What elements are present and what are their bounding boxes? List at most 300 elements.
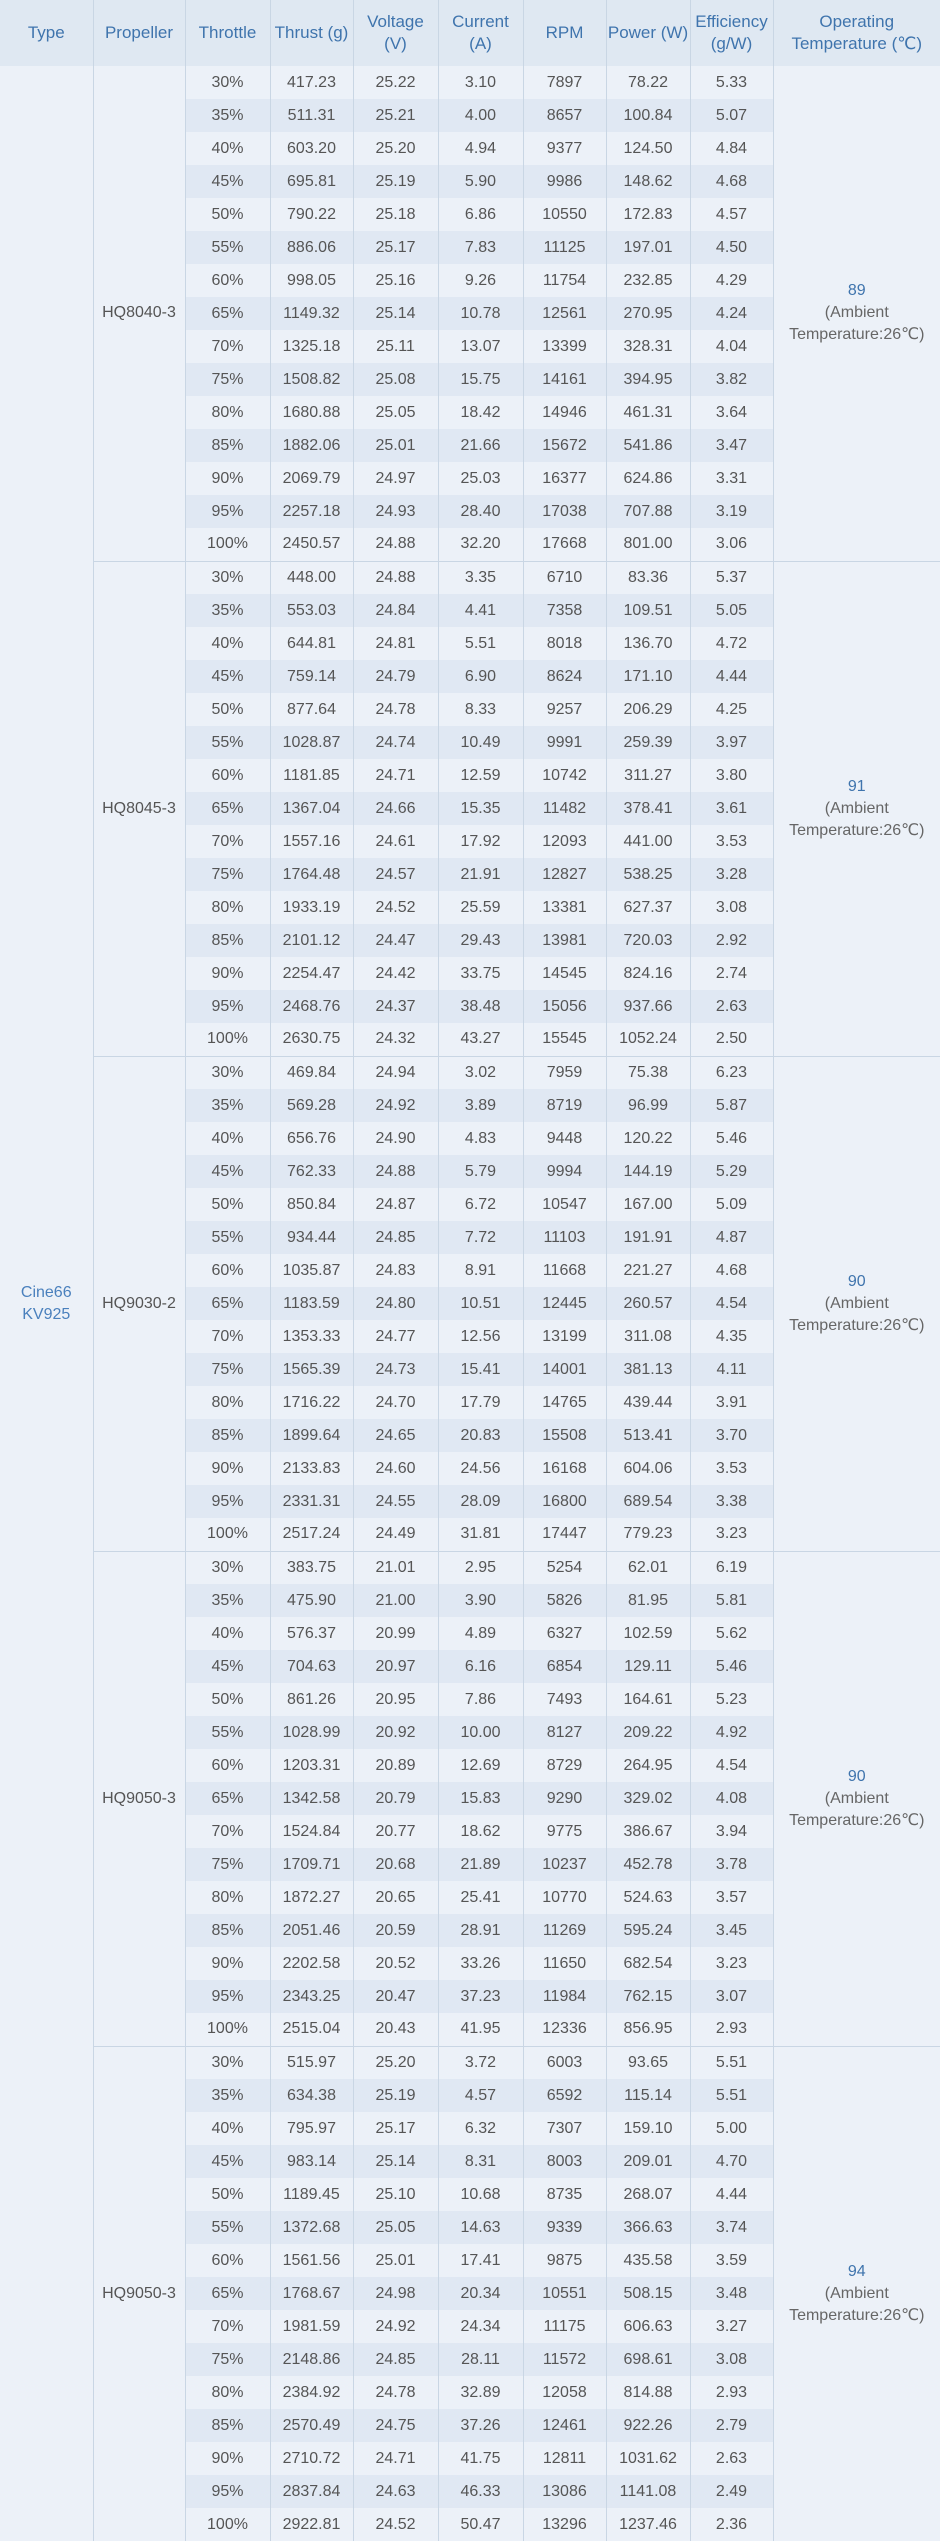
rpm-cell: 9257 <box>523 693 606 726</box>
efficiency-cell: 3.31 <box>690 462 773 495</box>
efficiency-cell: 3.08 <box>690 891 773 924</box>
throttle-cell: 75% <box>185 1353 270 1386</box>
power-cell: 1141.08 <box>606 2475 690 2508</box>
current-cell: 37.26 <box>438 2409 523 2442</box>
thrust-cell: 1764.48 <box>270 858 353 891</box>
power-cell: 328.31 <box>606 330 690 363</box>
thrust-cell: 695.81 <box>270 165 353 198</box>
throttle-cell: 85% <box>185 1419 270 1452</box>
efficiency-cell: 3.23 <box>690 1947 773 1980</box>
current-cell: 13.07 <box>438 330 523 363</box>
voltage-cell: 25.22 <box>353 66 438 99</box>
efficiency-cell: 5.23 <box>690 1683 773 1716</box>
voltage-cell: 25.19 <box>353 165 438 198</box>
throttle-cell: 70% <box>185 1815 270 1848</box>
efficiency-cell: 5.37 <box>690 561 773 594</box>
header-power: Power (W) <box>606 0 690 66</box>
voltage-cell: 20.95 <box>353 1683 438 1716</box>
thrust-cell: 2331.31 <box>270 1485 353 1518</box>
thrust-cell: 1768.67 <box>270 2277 353 2310</box>
throttle-cell: 100% <box>185 528 270 561</box>
thrust-cell: 576.37 <box>270 1617 353 1650</box>
rpm-cell: 8003 <box>523 2145 606 2178</box>
efficiency-cell: 4.50 <box>690 231 773 264</box>
rpm-cell: 6592 <box>523 2079 606 2112</box>
throttle-cell: 55% <box>185 1716 270 1749</box>
current-cell: 32.20 <box>438 528 523 561</box>
current-cell: 20.34 <box>438 2277 523 2310</box>
thrust-cell: 886.06 <box>270 231 353 264</box>
power-cell: 461.31 <box>606 396 690 429</box>
power-cell: 93.65 <box>606 2046 690 2079</box>
power-cell: 452.78 <box>606 1848 690 1881</box>
rpm-cell: 11125 <box>523 231 606 264</box>
rpm-cell: 9377 <box>523 132 606 165</box>
efficiency-cell: 2.93 <box>690 2013 773 2046</box>
voltage-cell: 25.05 <box>353 2211 438 2244</box>
thrust-cell: 2517.24 <box>270 1518 353 1551</box>
throttle-cell: 100% <box>185 2508 270 2541</box>
throttle-cell: 80% <box>185 2376 270 2409</box>
throttle-cell: 35% <box>185 2079 270 2112</box>
thrust-cell: 934.44 <box>270 1221 353 1254</box>
voltage-cell: 24.65 <box>353 1419 438 1452</box>
current-cell: 41.95 <box>438 2013 523 2046</box>
thrust-cell: 1189.45 <box>270 2178 353 2211</box>
propeller-cell: HQ8045-3 <box>93 561 185 1056</box>
throttle-cell: 100% <box>185 1023 270 1056</box>
rpm-cell: 8018 <box>523 627 606 660</box>
voltage-cell: 24.55 <box>353 1485 438 1518</box>
throttle-cell: 75% <box>185 363 270 396</box>
operating-temperature-cell <box>773 1056 940 1551</box>
throttle-cell: 50% <box>185 198 270 231</box>
voltage-cell: 20.65 <box>353 1881 438 1914</box>
current-cell: 9.26 <box>438 264 523 297</box>
header-voltage: Voltage (V) <box>353 0 438 66</box>
voltage-cell: 24.47 <box>353 924 438 957</box>
throttle-cell: 50% <box>185 1683 270 1716</box>
rpm-cell: 9991 <box>523 726 606 759</box>
efficiency-cell: 4.44 <box>690 660 773 693</box>
voltage-cell: 25.21 <box>353 99 438 132</box>
power-cell: 801.00 <box>606 528 690 561</box>
current-cell: 4.83 <box>438 1122 523 1155</box>
throttle-cell: 45% <box>185 1650 270 1683</box>
power-cell: 1031.62 <box>606 2442 690 2475</box>
thrust-cell: 704.63 <box>270 1650 353 1683</box>
throttle-cell: 80% <box>185 1881 270 1914</box>
power-cell: 270.95 <box>606 297 690 330</box>
ambient-temperature-note: (Ambient Temperature:26℃) <box>789 2285 924 2324</box>
throttle-cell: 70% <box>185 330 270 363</box>
power-cell: 268.07 <box>606 2178 690 2211</box>
voltage-cell: 24.42 <box>353 957 438 990</box>
rpm-cell: 11668 <box>523 1254 606 1287</box>
rpm-cell: 16800 <box>523 1485 606 1518</box>
throttle-cell: 65% <box>185 1782 270 1815</box>
throttle-cell: 55% <box>185 726 270 759</box>
power-cell: 78.22 <box>606 66 690 99</box>
throttle-cell: 55% <box>185 1221 270 1254</box>
current-cell: 10.00 <box>438 1716 523 1749</box>
motor-type-cell: Cine66 KV925 <box>0 66 93 2541</box>
rpm-cell: 9986 <box>523 165 606 198</box>
thrust-cell: 1367.04 <box>270 792 353 825</box>
efficiency-cell: 3.28 <box>690 858 773 891</box>
thrust-cell: 1181.85 <box>270 759 353 792</box>
rpm-cell: 11482 <box>523 792 606 825</box>
thrust-cell: 2257.18 <box>270 495 353 528</box>
current-cell: 3.35 <box>438 561 523 594</box>
power-cell: 329.02 <box>606 1782 690 1815</box>
voltage-cell: 20.79 <box>353 1782 438 1815</box>
rpm-cell: 7493 <box>523 1683 606 1716</box>
rpm-cell: 7307 <box>523 2112 606 2145</box>
rpm-cell: 11984 <box>523 1980 606 2013</box>
voltage-cell: 24.60 <box>353 1452 438 1485</box>
efficiency-cell: 4.87 <box>690 1221 773 1254</box>
rpm-cell: 15508 <box>523 1419 606 1452</box>
throttle-cell: 40% <box>185 2112 270 2145</box>
power-cell: 191.91 <box>606 1221 690 1254</box>
current-cell: 2.95 <box>438 1551 523 1584</box>
current-cell: 43.27 <box>438 1023 523 1056</box>
efficiency-cell: 4.24 <box>690 297 773 330</box>
efficiency-cell: 2.63 <box>690 990 773 1023</box>
power-cell: 62.01 <box>606 1551 690 1584</box>
rpm-cell: 14946 <box>523 396 606 429</box>
efficiency-cell: 3.19 <box>690 495 773 528</box>
rpm-cell: 15545 <box>523 1023 606 1056</box>
power-cell: 167.00 <box>606 1188 690 1221</box>
power-cell: 366.63 <box>606 2211 690 2244</box>
power-cell: 513.41 <box>606 1419 690 1452</box>
voltage-cell: 24.85 <box>353 2343 438 2376</box>
power-cell: 386.67 <box>606 1815 690 1848</box>
table-row <box>0 66 940 99</box>
rpm-cell: 9775 <box>523 1815 606 1848</box>
thrust-cell: 2202.58 <box>270 1947 353 1980</box>
temperature-value: 94 <box>774 2261 940 2283</box>
current-cell: 10.78 <box>438 297 523 330</box>
current-cell: 10.68 <box>438 2178 523 2211</box>
rpm-cell: 12093 <box>523 825 606 858</box>
voltage-cell: 24.94 <box>353 1056 438 1089</box>
efficiency-cell: 2.79 <box>690 2409 773 2442</box>
thrust-cell: 1353.33 <box>270 1320 353 1353</box>
voltage-cell: 25.20 <box>353 2046 438 2079</box>
current-cell: 33.75 <box>438 957 523 990</box>
throttle-cell: 70% <box>185 825 270 858</box>
power-cell: 707.88 <box>606 495 690 528</box>
thrust-cell: 2922.81 <box>270 2508 353 2541</box>
voltage-cell: 24.83 <box>353 1254 438 1287</box>
rpm-cell: 13381 <box>523 891 606 924</box>
header-rpm: RPM <box>523 0 606 66</box>
efficiency-cell: 2.49 <box>690 2475 773 2508</box>
power-cell: 209.01 <box>606 2145 690 2178</box>
efficiency-cell: 4.25 <box>690 693 773 726</box>
rpm-cell: 14161 <box>523 363 606 396</box>
thrust-cell: 998.05 <box>270 264 353 297</box>
rpm-cell: 11175 <box>523 2310 606 2343</box>
rpm-cell: 6327 <box>523 1617 606 1650</box>
efficiency-cell: 5.29 <box>690 1155 773 1188</box>
rpm-cell: 10237 <box>523 1848 606 1881</box>
efficiency-cell: 5.87 <box>690 1089 773 1122</box>
throttle-cell: 55% <box>185 231 270 264</box>
voltage-cell: 24.52 <box>353 891 438 924</box>
rpm-cell: 8729 <box>523 1749 606 1782</box>
thrust-cell: 1028.87 <box>270 726 353 759</box>
power-cell: 109.51 <box>606 594 690 627</box>
throttle-cell: 100% <box>185 1518 270 1551</box>
efficiency-cell: 4.72 <box>690 627 773 660</box>
efficiency-cell: 4.54 <box>690 1749 773 1782</box>
voltage-cell: 25.16 <box>353 264 438 297</box>
voltage-cell: 25.08 <box>353 363 438 396</box>
thrust-cell: 877.64 <box>270 693 353 726</box>
efficiency-cell: 5.07 <box>690 99 773 132</box>
efficiency-cell: 3.57 <box>690 1881 773 1914</box>
power-cell: 96.99 <box>606 1089 690 1122</box>
rpm-cell: 10550 <box>523 198 606 231</box>
power-cell: 172.83 <box>606 198 690 231</box>
current-cell: 17.41 <box>438 2244 523 2277</box>
efficiency-cell: 2.63 <box>690 2442 773 2475</box>
power-cell: 762.15 <box>606 1980 690 2013</box>
current-cell: 3.02 <box>438 1056 523 1089</box>
current-cell: 6.16 <box>438 1650 523 1683</box>
thrust-cell: 790.22 <box>270 198 353 231</box>
thrust-cell: 1872.27 <box>270 1881 353 1914</box>
efficiency-cell: 4.54 <box>690 1287 773 1320</box>
throttle-cell: 60% <box>185 2244 270 2277</box>
thrust-cell: 417.23 <box>270 66 353 99</box>
throttle-cell: 75% <box>185 1848 270 1881</box>
power-cell: 197.01 <box>606 231 690 264</box>
thrust-cell: 1882.06 <box>270 429 353 462</box>
thrust-cell: 569.28 <box>270 1089 353 1122</box>
throttle-cell: 30% <box>185 66 270 99</box>
efficiency-cell: 3.80 <box>690 759 773 792</box>
throttle-cell: 45% <box>185 1155 270 1188</box>
voltage-cell: 25.17 <box>353 2112 438 2145</box>
throttle-cell: 35% <box>185 594 270 627</box>
current-cell: 24.34 <box>438 2310 523 2343</box>
current-cell: 38.48 <box>438 990 523 1023</box>
rpm-cell: 12336 <box>523 2013 606 2046</box>
power-cell: 311.27 <box>606 759 690 792</box>
efficiency-cell: 3.06 <box>690 528 773 561</box>
efficiency-cell: 2.74 <box>690 957 773 990</box>
current-cell: 28.91 <box>438 1914 523 1947</box>
power-cell: 159.10 <box>606 2112 690 2145</box>
thrust-cell: 2101.12 <box>270 924 353 957</box>
voltage-cell: 24.93 <box>353 495 438 528</box>
efficiency-cell: 3.38 <box>690 1485 773 1518</box>
thrust-cell: 1899.64 <box>270 1419 353 1452</box>
header-throttle: Throttle <box>185 0 270 66</box>
thrust-cell: 383.75 <box>270 1551 353 1584</box>
propeller-cell: HQ9030-2 <box>93 1056 185 1551</box>
voltage-cell: 24.88 <box>353 1155 438 1188</box>
thrust-cell: 1342.58 <box>270 1782 353 1815</box>
throttle-cell: 30% <box>185 2046 270 2079</box>
rpm-cell: 8719 <box>523 1089 606 1122</box>
power-cell: 221.27 <box>606 1254 690 1287</box>
efficiency-cell: 3.08 <box>690 2343 773 2376</box>
throttle-cell: 30% <box>185 561 270 594</box>
current-cell: 6.90 <box>438 660 523 693</box>
efficiency-cell: 4.92 <box>690 1716 773 1749</box>
current-cell: 25.41 <box>438 1881 523 1914</box>
current-cell: 21.89 <box>438 1848 523 1881</box>
current-cell: 12.56 <box>438 1320 523 1353</box>
current-cell: 15.83 <box>438 1782 523 1815</box>
rpm-cell: 17447 <box>523 1518 606 1551</box>
current-cell: 3.89 <box>438 1089 523 1122</box>
voltage-cell: 20.43 <box>353 2013 438 2046</box>
header-efficiency: Efficiency (g/W) <box>690 0 773 66</box>
rpm-cell: 10547 <box>523 1188 606 1221</box>
voltage-cell: 25.11 <box>353 330 438 363</box>
thrust-cell: 1565.39 <box>270 1353 353 1386</box>
current-cell: 12.69 <box>438 1749 523 1782</box>
power-cell: 627.37 <box>606 891 690 924</box>
voltage-cell: 24.78 <box>353 2376 438 2409</box>
efficiency-cell: 3.82 <box>690 363 773 396</box>
propeller-cell: HQ9050-3 <box>93 2046 185 2541</box>
power-cell: 75.38 <box>606 1056 690 1089</box>
throttle-cell: 85% <box>185 1914 270 1947</box>
rpm-cell: 9875 <box>523 2244 606 2277</box>
efficiency-cell: 2.50 <box>690 1023 773 1056</box>
thrust-cell: 2837.84 <box>270 2475 353 2508</box>
temperature-value: 90 <box>774 1271 940 1293</box>
efficiency-cell: 4.44 <box>690 2178 773 2211</box>
rpm-cell: 6854 <box>523 1650 606 1683</box>
current-cell: 28.40 <box>438 495 523 528</box>
thrust-cell: 2133.83 <box>270 1452 353 1485</box>
rpm-cell: 12058 <box>523 2376 606 2409</box>
efficiency-cell: 3.53 <box>690 825 773 858</box>
efficiency-cell: 2.92 <box>690 924 773 957</box>
rpm-cell: 12561 <box>523 297 606 330</box>
operating-temperature-cell <box>773 561 940 1056</box>
rpm-cell: 9448 <box>523 1122 606 1155</box>
power-cell: 524.63 <box>606 1881 690 1914</box>
current-cell: 28.09 <box>438 1485 523 1518</box>
rpm-cell: 11269 <box>523 1914 606 1947</box>
power-cell: 148.62 <box>606 165 690 198</box>
power-cell: 689.54 <box>606 1485 690 1518</box>
efficiency-cell: 6.19 <box>690 1551 773 1584</box>
thrust-cell: 656.76 <box>270 1122 353 1155</box>
voltage-cell: 24.66 <box>353 792 438 825</box>
voltage-cell: 24.78 <box>353 693 438 726</box>
rpm-cell: 8735 <box>523 2178 606 2211</box>
efficiency-cell: 5.33 <box>690 66 773 99</box>
temperature-value: 91 <box>774 776 940 798</box>
rpm-cell: 8657 <box>523 99 606 132</box>
thrust-cell: 1524.84 <box>270 1815 353 1848</box>
efficiency-cell: 3.23 <box>690 1518 773 1551</box>
current-cell: 15.35 <box>438 792 523 825</box>
thrust-cell: 469.84 <box>270 1056 353 1089</box>
propeller-cell: HQ8040-3 <box>93 66 185 561</box>
efficiency-cell: 4.70 <box>690 2145 773 2178</box>
voltage-cell: 24.57 <box>353 858 438 891</box>
voltage-cell: 25.18 <box>353 198 438 231</box>
efficiency-cell: 3.91 <box>690 1386 773 1419</box>
throttle-cell: 35% <box>185 1089 270 1122</box>
thrust-cell: 795.97 <box>270 2112 353 2145</box>
power-cell: 856.95 <box>606 2013 690 2046</box>
power-cell: 595.24 <box>606 1914 690 1947</box>
efficiency-cell: 5.51 <box>690 2046 773 2079</box>
rpm-cell: 11754 <box>523 264 606 297</box>
voltage-cell: 24.71 <box>353 2442 438 2475</box>
voltage-cell: 24.97 <box>353 462 438 495</box>
power-cell: 171.10 <box>606 660 690 693</box>
throttle-cell: 35% <box>185 1584 270 1617</box>
voltage-cell: 24.37 <box>353 990 438 1023</box>
voltage-cell: 25.01 <box>353 2244 438 2277</box>
throttle-cell: 70% <box>185 1320 270 1353</box>
throttle-cell: 50% <box>185 1188 270 1221</box>
throttle-cell: 65% <box>185 792 270 825</box>
efficiency-cell: 3.47 <box>690 429 773 462</box>
voltage-cell: 25.20 <box>353 132 438 165</box>
thrust-cell: 762.33 <box>270 1155 353 1188</box>
voltage-cell: 21.00 <box>353 1584 438 1617</box>
thrust-cell: 2254.47 <box>270 957 353 990</box>
efficiency-cell: 5.09 <box>690 1188 773 1221</box>
current-cell: 21.66 <box>438 429 523 462</box>
thrust-cell: 511.31 <box>270 99 353 132</box>
voltage-cell: 20.89 <box>353 1749 438 1782</box>
power-cell: 824.16 <box>606 957 690 990</box>
throttle-cell: 45% <box>185 660 270 693</box>
throttle-cell: 45% <box>185 165 270 198</box>
power-cell: 441.00 <box>606 825 690 858</box>
power-cell: 232.85 <box>606 264 690 297</box>
voltage-cell: 24.88 <box>353 561 438 594</box>
throttle-cell: 95% <box>185 990 270 1023</box>
thrust-cell: 2450.57 <box>270 528 353 561</box>
header-propeller: Propeller <box>93 0 185 66</box>
efficiency-cell: 4.08 <box>690 1782 773 1815</box>
power-cell: 120.22 <box>606 1122 690 1155</box>
thrust-cell: 850.84 <box>270 1188 353 1221</box>
header-thrust: Thrust (g) <box>270 0 353 66</box>
rpm-cell: 15056 <box>523 990 606 1023</box>
throttle-cell: 90% <box>185 462 270 495</box>
thrust-cell: 448.00 <box>270 561 353 594</box>
current-cell: 41.75 <box>438 2442 523 2475</box>
current-cell: 6.72 <box>438 1188 523 1221</box>
rpm-cell: 15672 <box>523 429 606 462</box>
rpm-cell: 14001 <box>523 1353 606 1386</box>
current-cell: 32.89 <box>438 2376 523 2409</box>
thrust-cell: 475.90 <box>270 1584 353 1617</box>
throttle-cell: 30% <box>185 1551 270 1584</box>
throttle-cell: 55% <box>185 2211 270 2244</box>
ambient-temperature-note: (Ambient Temperature:26℃) <box>789 304 924 343</box>
current-cell: 7.86 <box>438 1683 523 1716</box>
